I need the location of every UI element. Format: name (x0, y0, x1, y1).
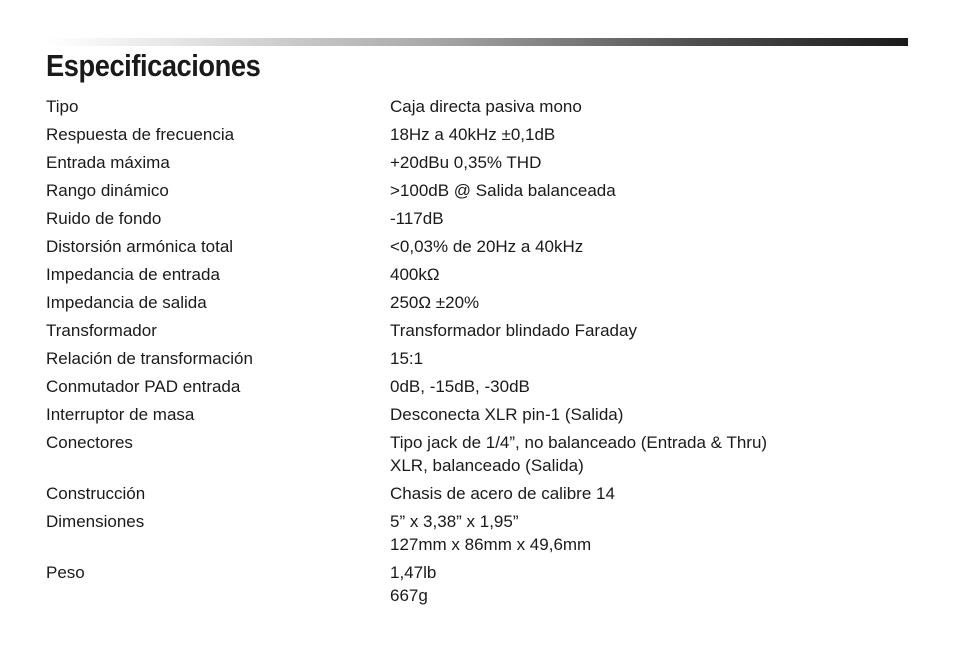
spec-row (46, 151, 908, 179)
spec-value (390, 95, 908, 118)
spec-label: Relación de transformación (46, 349, 253, 368)
spec-value (390, 431, 908, 477)
spec-value-line: >100dB @ Salida balanceada (390, 181, 616, 200)
spec-label: Impedancia de salida (46, 293, 207, 312)
spec-row (46, 347, 908, 375)
spec-value (390, 561, 908, 607)
spec-value-line: +20dBu 0,35% THD (390, 153, 542, 172)
spec-value (390, 510, 908, 556)
spec-label: Interruptor de masa (46, 405, 195, 424)
spec-value-line: 0dB, -15dB, -30dB (390, 377, 530, 396)
spec-value (390, 123, 908, 146)
spec-value-line: Desconecta XLR pin-1 (Salida) (390, 405, 624, 424)
spec-value-line: 18Hz a 40kHz ±0,1dB (390, 125, 556, 144)
page-title: Especificaciones (46, 48, 261, 83)
spec-value (390, 207, 908, 230)
spec-label: Peso (46, 563, 85, 582)
spec-label: Tipo (46, 97, 79, 116)
spec-table (46, 95, 908, 612)
spec-value-line: Caja directa pasiva mono (390, 97, 582, 116)
spec-row (46, 510, 908, 561)
spec-value (390, 319, 908, 342)
spec-value (390, 403, 908, 426)
header-gradient-bar (46, 38, 908, 46)
spec-label: Transformador (46, 321, 157, 340)
spec-row (46, 482, 908, 510)
spec-value (390, 179, 908, 202)
spec-value (390, 375, 908, 398)
spec-row (46, 291, 908, 319)
spec-row (46, 207, 908, 235)
spec-value (390, 263, 908, 286)
spec-label: Construcción (46, 484, 146, 503)
spec-value-line: Tipo jack de 1/4”, no balanceado (Entrada & Thru) (390, 433, 768, 452)
spec-row (46, 235, 908, 263)
spec-value-line: 15:1 (390, 349, 424, 368)
spec-value (390, 291, 908, 314)
spec-value-line: 127mm x 86mm x 49,6mm (390, 535, 592, 554)
spec-label: Dimensiones (46, 512, 145, 531)
spec-label: Impedancia de entrada (46, 265, 220, 284)
spec-value-line: XLR, balanceado (Salida) (390, 456, 584, 475)
spec-value-line: Transformador blindado Faraday (390, 321, 637, 340)
spec-row (46, 431, 908, 482)
spec-value-line: Chasis de acero de calibre 14 (390, 484, 615, 503)
spec-row (46, 403, 908, 431)
spec-value-line: 5” x 3,38” x 1,95” (390, 512, 519, 531)
spec-label: Ruido de fondo (46, 209, 162, 228)
spec-value (390, 482, 908, 505)
spec-value-line: -117dB (390, 209, 444, 228)
spec-row (46, 123, 908, 151)
spec-value-line: 667g (390, 586, 428, 605)
spec-row (46, 561, 908, 612)
spec-value (390, 235, 908, 258)
spec-row (46, 95, 908, 123)
spec-value (390, 151, 908, 174)
spec-value-line: <0,03% de 20Hz a 40kHz (390, 237, 584, 256)
spec-row (46, 263, 908, 291)
spec-value-line: 400kΩ (390, 265, 440, 284)
spec-label: Conectores (46, 433, 133, 452)
spec-value-line: 1,47lb (390, 563, 437, 582)
spec-label: Respuesta de frecuencia (46, 125, 235, 144)
spec-label: Conmutador PAD entrada (46, 377, 241, 396)
spec-label: Distorsión armónica total (46, 237, 234, 256)
spec-label: Rango dinámico (46, 181, 169, 200)
spec-value (390, 347, 908, 370)
spec-label: Entrada máxima (46, 153, 170, 172)
spec-row (46, 179, 908, 207)
spec-value-line: 250Ω ±20% (390, 293, 480, 312)
spec-row (46, 319, 908, 347)
spec-row (46, 375, 908, 403)
